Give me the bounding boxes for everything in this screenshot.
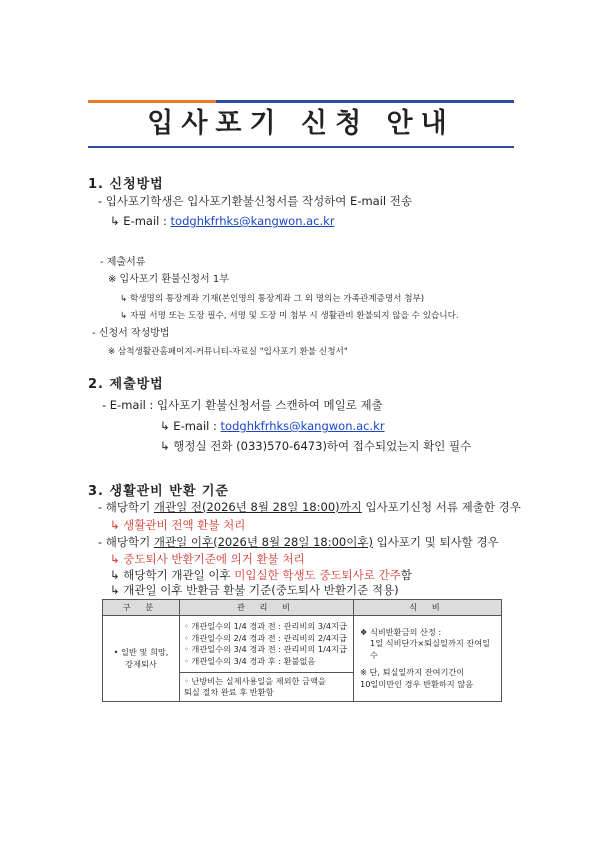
arrow-hook-icon: ↳ (110, 568, 124, 582)
refund-line2: - 해당학기 개관일 이후(2026년 8월 28일 18:00이후) 입사포기 및 퇴사할 경우 (98, 535, 499, 549)
table-header-row (103, 600, 502, 616)
title-bar-blue (216, 100, 514, 103)
section1-heading: 1. 신청방법 (88, 177, 164, 192)
arrow-hook-icon: ↳ (110, 552, 124, 566)
section1-email-row (110, 213, 335, 229)
arrow-hook-icon: ↳ (110, 518, 124, 532)
meal-rule-formula: 1일 식비단가×퇴실일까지 잔여일수 (370, 638, 491, 660)
arrow-hook-icon: ↳ (160, 439, 174, 453)
section2-line1: - E-mail : 입사포기 환불신청서를 스캔하여 메일로 제출 (102, 398, 383, 412)
arrow-hook-icon: ↳ (120, 294, 130, 304)
mgmt-rule: ◦ 개관일수의 3/4 경과 후 : 환불없음 (184, 655, 316, 666)
refund-line2-sub2: ↳ 해당학기 개관일 이후 미입실한 학생도 중도퇴사로 간주함 (110, 568, 412, 582)
section3-heading: 3. 생활관비 반환 기준 (88, 484, 230, 499)
refund-table (102, 599, 502, 702)
arrow-hook-icon: ↳ (120, 311, 130, 321)
method-item: ※ 삼척생활관홈페이지-커뮤니티-자료실 "입사포기 환불 신청서" (108, 347, 348, 357)
section2-heading: 2. 제출방법 (88, 377, 164, 392)
arrow-hook-icon: ↳ (160, 419, 174, 433)
email-link[interactable]: todghkfrhks@kangwon.ac.kr (170, 214, 335, 228)
arrow-hook-icon: ↳ (110, 214, 124, 228)
email-link[interactable]: todghkfrhks@kangwon.ac.kr (220, 419, 385, 433)
refund-line1: - 해당학기 개관일 전(2026년 8월 28일 18:00)까지 입사포기신청 서류 제출한 경우 (98, 500, 521, 514)
docs-item: ※ 입사포기 환불신청서 1부 (108, 274, 229, 285)
title-underline (88, 146, 514, 148)
mgmt-rule: ◦ 개관일수의 1/4 경과 전 : 관리비의 3/4지급 (184, 621, 347, 631)
header-meal: 식 비 (354, 600, 502, 616)
mgmt-rule: ◦ 개관일수의 2/4 경과 전 : 관리비의 2/4지급 (184, 632, 347, 643)
title-bar-orange (88, 100, 216, 103)
page-title: 입사포기 신청 안내 (147, 108, 455, 139)
docs-note1: ↳ 학생명의 통장계좌 기재(본인명의 통장계좌 그 외 명의는 가족관계증명서 첨부) (120, 294, 425, 304)
section1-line1: - 입사포기학생은 입사포기환불신청서를 작성하여 E-mail 전송 (98, 194, 412, 208)
header-management: 관 리 비 (180, 600, 354, 616)
meal-rule-title: ❖ 식비반환금의 산정 : (360, 626, 442, 637)
docs-note2: ↳ 자필 서명 또는 도장 필수, 서명 및 도장 미 첨부 시 생활관비 환불되지 않을 수 있습니다. (120, 311, 459, 321)
category-cell: • 일반 및 희망, 강제퇴사 (103, 616, 180, 702)
section2-email-row (160, 418, 385, 434)
email-prefix: E-mail : (173, 419, 221, 433)
management-note-cell: ◦ 난방비는 실제사용일을 제외한 금액을 퇴실 절차 완료 후 반환함 (180, 673, 354, 702)
refund-line1-sub: ↳ 생활관비 전액 환불 처리 (110, 518, 246, 532)
refund-line2-sub1: ↳ 중도퇴사 반환기준에 의거 환불 처리 (110, 552, 305, 566)
phone-line: ↳ 행정실 전화 (033)570-6473)하여 접수되었는지 확인 필수 (160, 439, 472, 453)
arrow-hook-icon: ↳ (110, 583, 124, 597)
docs-label: - 제출서류 (100, 257, 146, 268)
table-row (103, 616, 502, 673)
header-category: 구 분 (103, 600, 180, 616)
email-prefix: E-mail : (123, 214, 171, 228)
meal-cell (354, 616, 502, 702)
meal-note: ※ 단, 퇴실일까지 잔여기간이 10일미만인 경우 반환하지 않음 (360, 667, 474, 689)
management-rules-cell (180, 616, 354, 673)
refund-line2-sub3: ↳ 개관일 이후 반환금 환불 기준(중도퇴사 반환기준 적용) (110, 583, 399, 597)
mgmt-rule: ◦ 개관일수의 3/4 경과 전 : 관리비의 1/4지급 (184, 644, 347, 654)
method-label: - 신청서 작성방법 (92, 328, 170, 339)
